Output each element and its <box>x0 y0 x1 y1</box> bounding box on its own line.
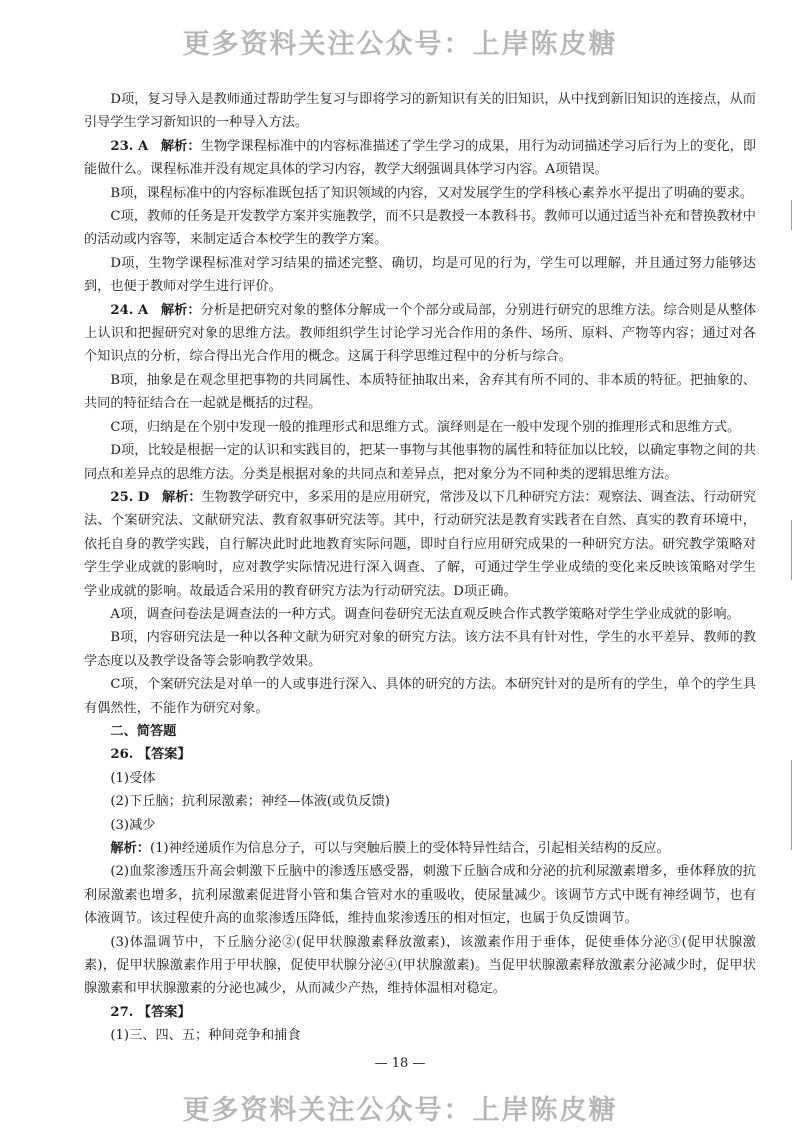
paragraph-text: (1)受体 <box>110 770 156 786</box>
answer-26-item-3 <box>84 814 756 837</box>
answer-26-item-2 <box>84 790 756 813</box>
scan-edge-mark <box>791 200 792 230</box>
analysis-label: 解析： <box>162 489 202 505</box>
paragraph-text: D项，复习导入是教师通过帮助学生复习与即将学习的新知识有关的旧知识，从中找到新旧知识的连接点，从而引导学生学习新知识的一种导入方法。 <box>84 92 756 131</box>
analysis-label: 解析： <box>160 302 201 318</box>
paragraph-23-d <box>84 252 756 299</box>
question-number: 26. 【答案】 <box>110 747 191 763</box>
paragraph-25-a <box>84 603 756 626</box>
paragraph-text: C项，个案研究法是对单一的人或事进行深入、具体的研究的方法。本研究针对的是所有的学生，单个的学生具有偶然性，不能作为研究对象。 <box>84 677 756 716</box>
answer-26-heading <box>84 743 756 766</box>
analysis-26-2 <box>84 860 756 930</box>
paragraph-text: 分析是把研究对象的整体分解成一个个部分或局部，分别进行研究的思维方法。综合则是从整体上认识和把握研究对象的思维方法。教师组织学生讨论学习光合作用的条件、场所、原料、产物等内容；通过对各个知识点的分析，综合得出光合作用的概念。这属于科学思维过程中的分析与综合。 <box>84 302 757 365</box>
section-title: 二、简答题 <box>110 723 177 739</box>
question-number: 27. 【答案】 <box>110 1004 191 1020</box>
watermark-bottom: 更多资料关注公众号：上岸陈皮糖 <box>182 1095 618 1126</box>
paragraph-text: (3)减少 <box>110 817 156 833</box>
scan-edge-mark <box>791 760 792 850</box>
paragraph-text: B项，内容研究法是一种以各种文献为研究对象的研究方法。该方法不具有针对性，学生的水平差异、教师的教学态度以及教学设备等会影响教学效果。 <box>84 630 756 669</box>
page-number: — 18 — <box>374 1056 426 1071</box>
paragraph-text: (1)三、四、五；种间竞争和捕食 <box>110 1028 301 1044</box>
answer-26-item-1 <box>84 767 756 790</box>
paragraph-text: C项，教师的任务是开发教学方案并实施教学，而不只是教授一本教科书。教师可以通过适当补充和替换教材中的活动或内容等，来制定适合本校学生的教学方案。 <box>84 209 756 248</box>
watermark-top: 更多资料关注公众号：上岸陈皮糖 <box>182 29 618 60</box>
paragraph-text: D项，生物学课程标准对学习结果的描述完整、确切，均是可见的行为，学生可以理解，并且通过努力能够达到，也便于教师对学生进行评价。 <box>84 255 756 295</box>
paragraph-text: (2)血浆渗透压升高会刺激下丘脑中的渗透压感受器，刺激下丘脑合成和分泌的抗利尿激素增多，垂体释放的抗利尿激素也增多，抗利尿激素促进肾小管和集合管对水的重吸收，使尿量减少。该调节方式中既有神经调节，也有体液调节。该过程使升高的血浆渗透压降低，维持血浆渗透压的相对恒定，也属于负反馈调节。 <box>84 864 756 927</box>
paragraph-text: B项，课程标准中的内容标准既包括了知识领域的内容，又对发展学生的学科核心素养水平提出了明确的要求。 <box>110 185 754 201</box>
analysis-26-3 <box>84 931 756 1001</box>
paragraph-text: C项，归纳是在个别中发现一般的推理形式和思维方式。演绎则是在一般中发现个别的推理形式和思维方式。 <box>110 419 741 435</box>
paragraph-22-d <box>84 88 756 135</box>
answer-23 <box>84 135 756 182</box>
paragraph-text: (3)体温调节中，下丘脑分泌②(促甲状腺激素释放激素)，该激素作用于垂体，促使垂体分泌③(促甲状腺激素)，促甲状腺激素作用于甲状腺，促使甲状腺分泌④(甲状腺激素)。当促甲状腺激素释放激素分泌减少时，促甲状腺激素和甲状腺激素的分泌也减少，从而减少产热，维持体温相对稳定。 <box>84 934 756 997</box>
paragraph-25-c <box>84 673 756 720</box>
scan-edge-mark <box>791 520 792 580</box>
paragraph-text: (1)神经递质作为信息分子，可以与突触后膜上的受体特异性结合，引起相关结构的反应。 <box>149 841 670 856</box>
analysis-label: 解析： <box>160 138 201 154</box>
paragraph-25-b <box>84 626 756 673</box>
question-number: 24. A <box>110 302 149 318</box>
paragraph-text: A项，调查问卷法是调查法的一种方式。调查问卷研究无法直观反映合作式教学策略对学生学业成就的影响。 <box>110 606 740 622</box>
paragraph-text: 生物教学研究中，多采用的是应用研究，常涉及以下几种研究方法：观察法、调查法、行动研究法、个案研究法、文献研究法、教育叙事研究法等。其中，行动研究法是教育实践者在自然、真实的教育环境中，依托自身的教学实践，自行解决此时此地教育实际问题，即时自行应用研究成果的一种研究方法。研究教学策略对学生学业成就的影响时，应对教学实际情况进行深入调查、了解，可通过学生学业成绩的变化来反映该策略对学生学业成就的影响。故最适合采用的教育研究方法为行动研究法。D项正确。 <box>84 489 757 599</box>
paragraph-24-d <box>84 439 756 486</box>
paragraph-23-c <box>84 205 756 252</box>
answer-25 <box>84 486 756 603</box>
analysis-label: 解析： <box>110 841 150 856</box>
question-number: 25. D <box>110 489 150 505</box>
analysis-26-1 <box>84 837 756 860</box>
answer-text-body <box>84 88 756 1048</box>
answer-27-heading <box>84 1001 756 1024</box>
paragraph-text: (2)下丘脑；抗利尿激素；神经—体液(或负反馈) <box>110 794 390 810</box>
paragraph-text: D项，比较是根据一定的认识和实践目的，把某一事物与其他事物的属性和特征加以比较，以确定事物之间的共同点和差异点的思维方法。分类是根据对象的共同点和差异点，把对象分为不同种类的逻辑思维方法。 <box>84 443 756 482</box>
question-number: 23. A <box>110 138 149 154</box>
paragraph-text: 生物学课程标准中的内容标准描述了学生学习的成果，用行为动词描述学习后行为上的变化，即能做什么。课程标准并没有规定具体的学习内容，教学大纲强调具体学习内容。A项错误。 <box>84 138 757 178</box>
paragraph-text: B项，抽象是在观念里把事物的共同属性、本质特征抽取出来，舍弃其有所不同的、非本质的特征。把抽象的、共同的特征结合在一起就是概括的过程。 <box>84 372 756 412</box>
paragraph-24-c <box>84 416 756 439</box>
answer-27-item-1 <box>84 1024 756 1047</box>
section-heading-short-answer <box>84 720 756 743</box>
paragraph-23-b <box>84 182 756 205</box>
answer-24 <box>84 299 756 369</box>
paragraph-24-b <box>84 369 756 416</box>
